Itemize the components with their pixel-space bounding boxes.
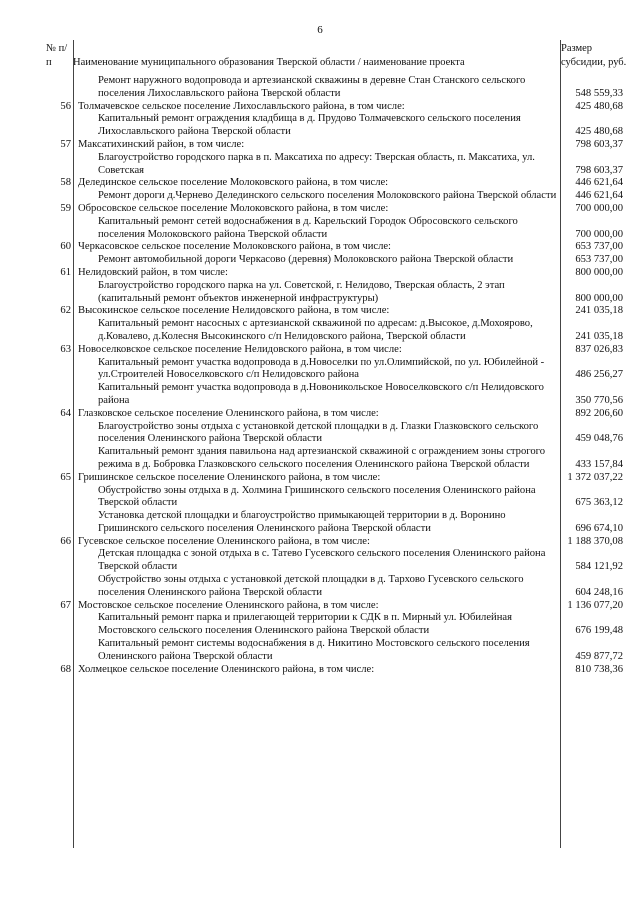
project-name: Ремонт дороги д.Чернево Делединского сельского поселения Молоковского района Тверской области [98, 190, 557, 202]
subsidy-amount: 798 603,37 [575, 164, 623, 176]
project-row [44, 510, 623, 536]
project-row [44, 574, 623, 600]
municipality-row [44, 343, 623, 357]
project-name: Капитальный ремонт сетей водоснабжения в д. Карельский Городок Обросовского сельского поселения Молоковского района Тверской области [98, 215, 518, 240]
project-row [44, 484, 623, 511]
project-name: Капитальный ремонт парка и прилегающей территории к СДК в п. Мирный ул. Юбилейная Мостовского сельского поселения Оленинского района Тверской области [98, 612, 512, 637]
header-amount-column: Размер субсидии, руб. [561, 43, 627, 68]
municipality-row [44, 471, 623, 485]
row-number: 58 [60, 177, 71, 189]
municipality-name: Мостовское сельское поселение Оленинского района, в том числе: [78, 599, 379, 611]
row-number [44, 357, 74, 383]
project-row [44, 215, 623, 242]
row-number: 68 [60, 663, 71, 675]
municipality-row [44, 177, 623, 190]
municipality-row [44, 407, 623, 421]
municipality-name: Обросовское сельское поселение Молоковского района, в том числе: [78, 202, 389, 214]
project-row [44, 548, 623, 574]
subsidy-amount: 459 048,76 [575, 433, 623, 445]
row-number [44, 485, 74, 511]
project-row [44, 612, 623, 638]
subsidy-amount: 604 248,16 [575, 586, 623, 598]
row-number: 63 [60, 343, 71, 355]
project-name: Благоустройство зоны отдыха с установкой детской площадки в д. Глазки Глазковского сельского поселения Оленинского района Тверской области [98, 420, 539, 445]
subsidy-amount: 486 256,27 [575, 369, 623, 381]
subsidy-amount: 548 559,33 [575, 87, 623, 99]
subsidy-amount: 700 000,00 [575, 202, 623, 214]
project-name: Капитальный ремонт участка водопровода в д.Новоникольское Новоселковского с/п Нелидовского района [98, 382, 544, 406]
row-number: 66 [60, 535, 71, 547]
project-name: Благоустройство городского парка в п. Максатиха по адресу: Тверская область, п. Максатиха, ул. Советская [98, 151, 535, 176]
row-number [44, 152, 74, 178]
municipality-row [44, 138, 623, 152]
project-name: Благоустройство городского парка на ул. Советской, г. Нелидово, Тверская область, 2 этап (капитальный ремонт объектов инженерной инфраструктуры) [98, 279, 505, 304]
project-row [44, 446, 623, 472]
page-number: 6 [317, 24, 323, 36]
row-number [44, 446, 74, 472]
row-number [44, 510, 74, 536]
municipality-row [44, 663, 623, 677]
municipality-row [44, 266, 623, 280]
subsidy-amount: 800 000,00 [575, 292, 623, 304]
subsidy-amount: 800 000,00 [575, 266, 623, 278]
row-number [44, 75, 74, 101]
row-number [44, 574, 74, 600]
project-name: Капитальный ремонт насосных с артезианской скважиной по адресам: д.Высокое, д.Мохоярово, д.Ковалево, д.Колесня Высокинского с/п Нелидовского района, Тверской области [98, 318, 533, 342]
row-number [44, 638, 74, 664]
subsidy-amount: 241 035,18 [575, 330, 623, 342]
subsidy-amount: 653 737,00 [575, 241, 623, 253]
project-name: Капитальный ремонт здания павильона над артезианской скважиной с ограждением зоны строгого режима в д. Бобровка Глазковского сельского поселения Оленинского района Тверской области [98, 446, 546, 470]
municipality-name: Нелидовский район, в том числе: [78, 266, 228, 278]
municipality-row [44, 535, 623, 549]
municipality-row [44, 202, 623, 216]
subsidy-amount: 425 480,68 [575, 126, 623, 138]
municipality-name: Глазковское сельское поселение Оленинского района, в том числе: [78, 407, 379, 419]
subsidy-amount: 1 372 037,22 [567, 471, 623, 483]
project-name: Обустройство зоны отдыха в д. Холмина Гришинского сельского поселения Оленинского района Тверской области [98, 484, 536, 509]
row-number: 57 [60, 138, 71, 150]
project-name: Детская площадка с зоной отдыха в с. Татево Гусевского сельского поселения Оленинского района Тверской области [98, 548, 546, 573]
municipality-name: Черкасовское сельское поселение Молоковского района, в том числе: [78, 241, 392, 253]
row-number [44, 280, 74, 306]
subsidy-amount: 675 363,12 [575, 497, 623, 509]
subsidy-amount: 241 035,18 [575, 305, 623, 317]
subsidy-amount: 433 157,84 [575, 458, 623, 470]
header-name-column: Наименование муниципального образования Тверской области / наименование проекта [73, 57, 465, 68]
row-number [44, 612, 74, 638]
subsidy-amount: 459 877,72 [575, 650, 623, 662]
project-name: Капитальный ремонт ограждения кладбища в д. Прудово Толмачевского сельского поселения Лихославльского района Тверской области [98, 113, 521, 138]
row-number: 65 [60, 471, 71, 483]
project-name: Ремонт наружного водопровода и артезианской скважины в деревне Стан Станского сельского поселения Лихославльского района Тверской области [98, 75, 526, 99]
municipality-name: Холмецкое сельское поселение Оленинского района, в том числе: [78, 663, 375, 675]
project-row [44, 279, 623, 306]
municipality-name: Делединское сельское поселение Молоковского района, в том числе: [78, 177, 389, 189]
subsidy-amount: 810 738,36 [575, 663, 623, 675]
row-number: 56 [60, 100, 71, 112]
row-number [44, 548, 74, 574]
project-row [44, 356, 623, 383]
project-row [44, 113, 623, 139]
subsidy-amount: 700 000,00 [575, 228, 623, 240]
subsidy-amount: 798 603,37 [575, 138, 623, 150]
project-row [44, 75, 623, 101]
project-row [44, 318, 623, 344]
subsidy-amount: 837 026,83 [575, 343, 623, 355]
subsidy-amount: 446 621,64 [575, 190, 623, 202]
subsidy-amount: 446 621,64 [575, 177, 623, 189]
row-number [44, 382, 74, 408]
municipality-name: Толмачевское сельское поселение Лихославльского района, в том числе: [78, 100, 405, 112]
municipality-name: Новоселковское сельское поселение Нелидовского района, в том числе: [78, 343, 402, 355]
municipality-row [44, 599, 623, 613]
municipality-row [44, 100, 623, 114]
row-number [44, 318, 74, 344]
project-row [44, 638, 623, 664]
subsidy-table [44, 75, 623, 676]
subsidy-amount: 653 737,00 [575, 254, 623, 266]
municipality-row [44, 241, 623, 254]
project-name: Капитальный ремонт участка водопровода в д.Новоселки по ул.Олимпийской, по ул. Юбилейной - ул.Строителей Новоселковского с/п Нелидовского района [98, 356, 545, 381]
row-number: 62 [60, 305, 71, 317]
municipality-name: Высокинское сельское поселение Нелидовского района, в том числе: [78, 305, 390, 317]
row-number: 60 [60, 241, 71, 253]
subsidy-amount: 696 674,10 [575, 522, 623, 534]
row-number: 67 [60, 599, 71, 611]
project-name: Установка детской площадки и благоустройство примыкающей территории в д. Воронино Гришинского сельского поселения Оленинского района Тверской области [98, 510, 506, 534]
table-header [44, 40, 627, 74]
row-number: 61 [60, 266, 71, 278]
row-number [44, 254, 74, 267]
municipality-row [44, 305, 623, 318]
municipality-name: Гусевское сельское поселение Оленинского района, в том числе: [78, 535, 370, 547]
row-number [44, 216, 74, 242]
header-number-column: № п/п [46, 43, 68, 68]
project-row [44, 382, 623, 408]
subsidy-amount: 892 206,60 [575, 407, 623, 419]
row-number [44, 113, 74, 139]
subsidy-amount: 350 770,56 [575, 394, 623, 406]
subsidy-amount: 676 199,48 [575, 625, 623, 637]
municipality-name: Максатихинский район, в том числе: [78, 138, 245, 150]
project-row [44, 151, 623, 178]
row-number: 59 [60, 202, 71, 214]
subsidy-amount: 1 188 370,08 [567, 535, 623, 547]
subsidy-amount: 425 480,68 [575, 100, 623, 112]
subsidy-amount: 1 136 077,20 [567, 599, 623, 611]
subsidy-amount: 584 121,92 [575, 561, 623, 573]
project-name: Капитальный ремонт системы водоснабжения в д. Никитино Мостовского сельского поселения Оленинского района Тверской области [98, 638, 530, 662]
project-row [44, 190, 623, 203]
project-row [44, 420, 623, 447]
municipality-name: Гришинское сельское поселение Оленинского района, в том числе: [78, 471, 381, 483]
project-name: Ремонт автомобильной дороги Черкасово (деревня) Молоковского района Тверской области [98, 254, 514, 266]
row-number [44, 190, 74, 203]
project-row [44, 254, 623, 267]
row-number [44, 421, 74, 447]
project-name: Обустройство зоны отдыха с установкой детской площадки в д. Тархово Гусевского сельского поселения Оленинского района Тверской области [98, 574, 524, 598]
row-number: 64 [60, 407, 71, 419]
